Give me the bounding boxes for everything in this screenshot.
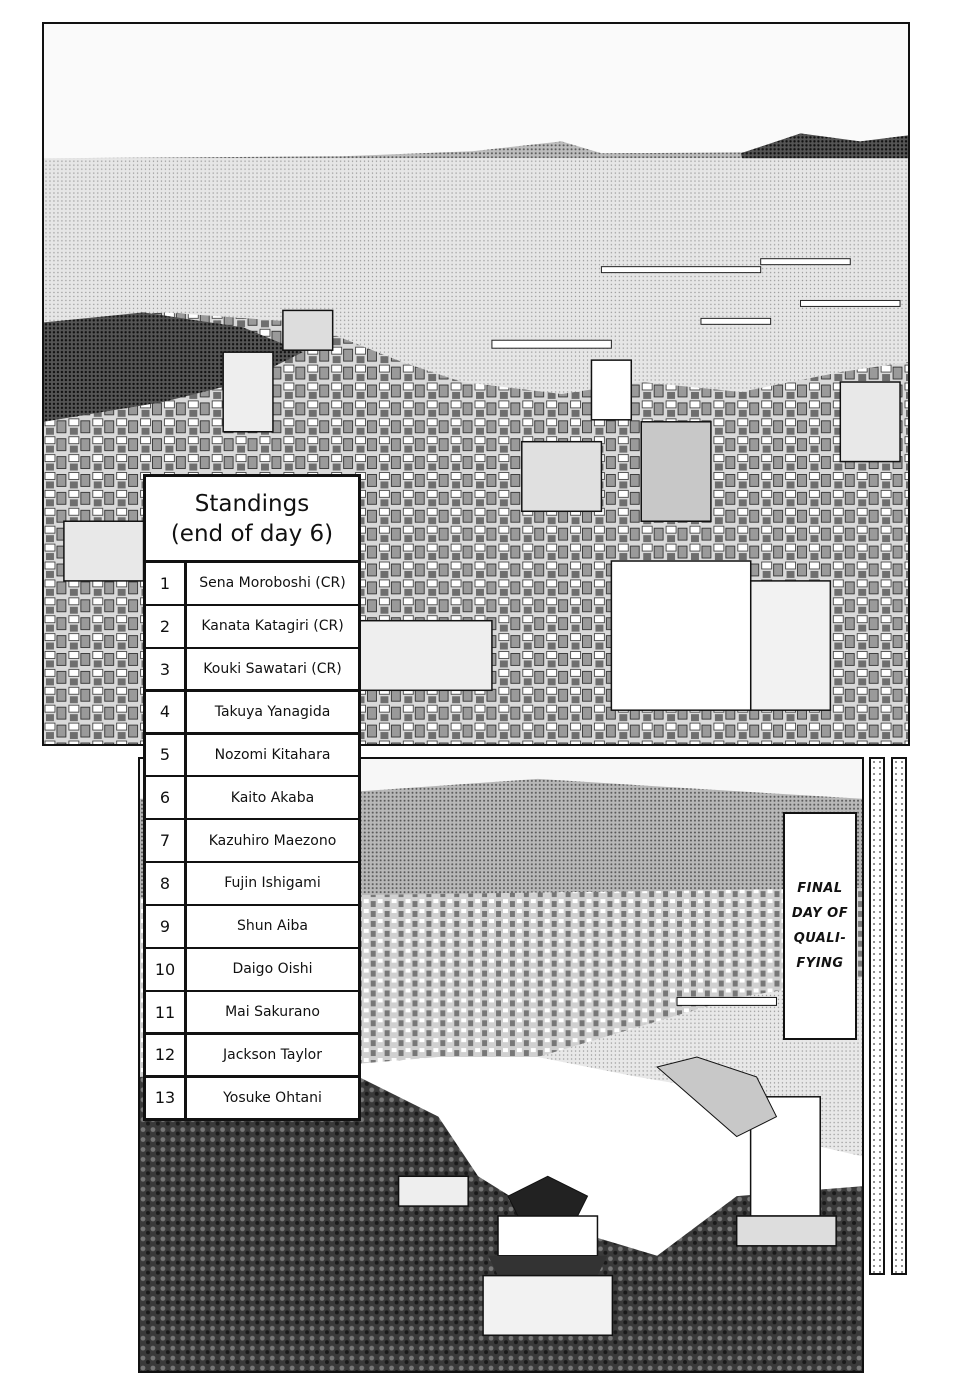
standings-position: 1	[146, 563, 184, 604]
standings-row	[146, 606, 358, 647]
standings-subtitle: (end of day 6)	[170, 520, 334, 547]
caption-line: FYING	[796, 956, 844, 971]
standings-row	[146, 863, 358, 904]
standings-title: Standings	[194, 490, 310, 517]
standings-row	[146, 649, 358, 690]
standings-table	[143, 474, 361, 1121]
standings-driver-name: Jackson Taylor	[187, 1035, 358, 1076]
standings-driver-name: Nozomi Kitahara	[187, 735, 358, 776]
standings-row	[146, 906, 358, 947]
caption-line: QUALI-	[793, 931, 847, 946]
standings-row	[146, 992, 358, 1033]
narration-caption-box	[783, 812, 857, 1040]
standings-position: 13	[146, 1078, 184, 1119]
standings-row	[146, 949, 358, 990]
standings-position: 9	[146, 906, 184, 947]
standings-position: 10	[146, 949, 184, 990]
screentone-strip-right	[891, 757, 907, 1275]
standings-driver-name: Takuya Yanagida	[187, 692, 358, 733]
standings-driver-name: Kouki Sawatari (CR)	[187, 649, 358, 690]
standings-driver-name: Yosuke Ohtani	[187, 1078, 358, 1119]
standings-driver-name: Shun Aiba	[187, 906, 358, 947]
standings-row	[146, 777, 358, 818]
standings-row	[146, 735, 358, 776]
standings-driver-name: Kazuhiro Maezono	[187, 820, 358, 861]
standings-driver-name: Daigo Oishi	[187, 949, 358, 990]
standings-position: 8	[146, 863, 184, 904]
standings-driver-name: Sena Moroboshi (CR)	[187, 563, 358, 604]
standings-header	[146, 477, 358, 560]
screentone-strip-left	[869, 757, 885, 1275]
standings-driver-name: Kaito Akaba	[187, 777, 358, 818]
standings-position: 5	[146, 735, 184, 776]
standings-position: 6	[146, 777, 184, 818]
standings-driver-name: Kanata Katagiri (CR)	[187, 606, 358, 647]
caption-line: FINAL	[797, 881, 843, 896]
standings-position: 2	[146, 606, 184, 647]
standings-driver-name: Mai Sakurano	[187, 992, 358, 1033]
standings-position: 3	[146, 649, 184, 690]
standings-position: 7	[146, 820, 184, 861]
standings-position: 11	[146, 992, 184, 1033]
standings-row	[146, 1035, 358, 1076]
caption-line: DAY OF	[791, 906, 849, 921]
standings-row	[146, 563, 358, 604]
standings-position: 4	[146, 692, 184, 733]
standings-driver-name: Fujin Ishigami	[187, 863, 358, 904]
standings-position: 12	[146, 1035, 184, 1076]
standings-row	[146, 692, 358, 733]
standings-row	[146, 820, 358, 861]
standings-row	[146, 1078, 358, 1119]
